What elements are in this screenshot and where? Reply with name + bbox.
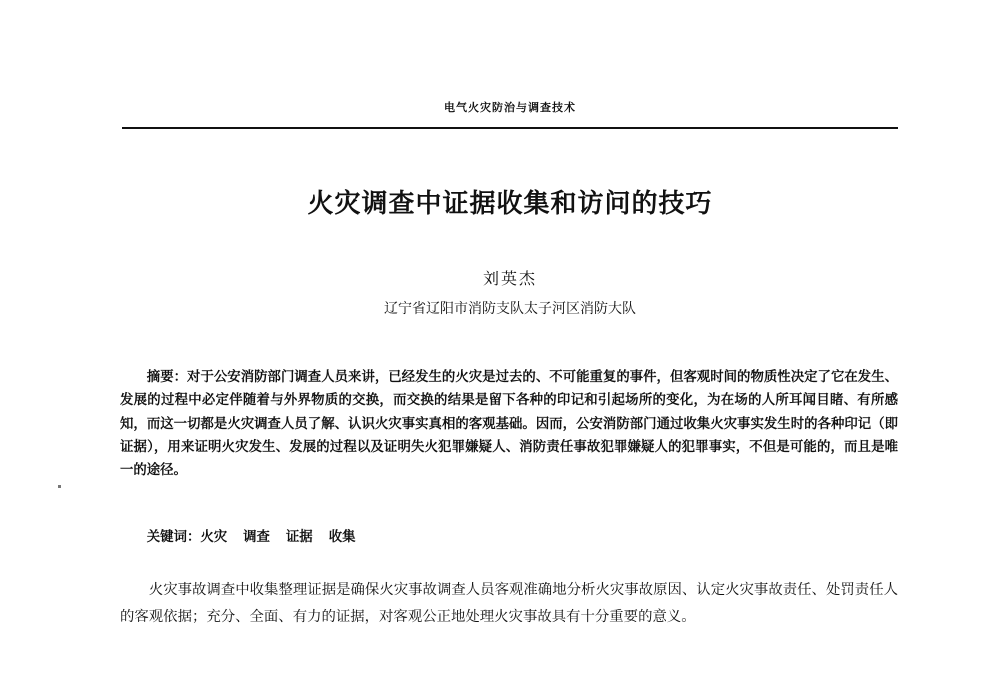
paper-title: 火灾调查中证据收集和访问的技巧 <box>307 189 713 219</box>
abstract-label: 摘要： <box>146 370 188 385</box>
keyword: 火灾 <box>200 529 228 545</box>
abstract <box>120 366 898 482</box>
author-name: 刘英杰 <box>482 269 537 288</box>
keyword: 证据 <box>285 529 313 545</box>
keyword: 调查 <box>243 529 270 545</box>
header-rule <box>122 127 898 129</box>
body-paragraph: 火灾事故调查中收集整理证据是确保火灾事故调查人员客观准确地分析火灾事故原因、认定火灾事故责任、处罚责任人的客观依据；充分、全面、有力的证据，对客观公正地处理火灾事故具有十分重要的意义。 <box>120 582 898 625</box>
running-header: 电气火灾防治与调查技术 <box>444 101 576 114</box>
scan-speck <box>58 485 61 488</box>
author-affiliation: 辽宁省辽阳市消防支队太子河区消防大队 <box>384 301 636 317</box>
keyword: 收集 <box>328 529 356 545</box>
abstract-text: 对于公安消防部门调查人员来讲，已经发生的火灾是过去的、不可能重复的事件，但客观时间的物质性决定了它在发生、发展的过程中必定伴随着与外界物质的交换，而交换的结果是留下各种的印记和引起场所的变化，为在场的人所耳闻目睹、有所感知，而这一切都是火灾调查人员了解、认识火灾事实真相的客观基础。因而，公安消防部门通过收集火灾事实发生时的各种印记（即证据），用来证明火灾发生、发展的过程以及证明失火犯罪嫌疑人、消防责任事故犯罪嫌疑人的犯罪事实，不但是可能的，而且是唯一的途径。 <box>120 369 899 479</box>
keywords-label: 关键词： <box>146 530 201 545</box>
keywords <box>120 526 898 549</box>
